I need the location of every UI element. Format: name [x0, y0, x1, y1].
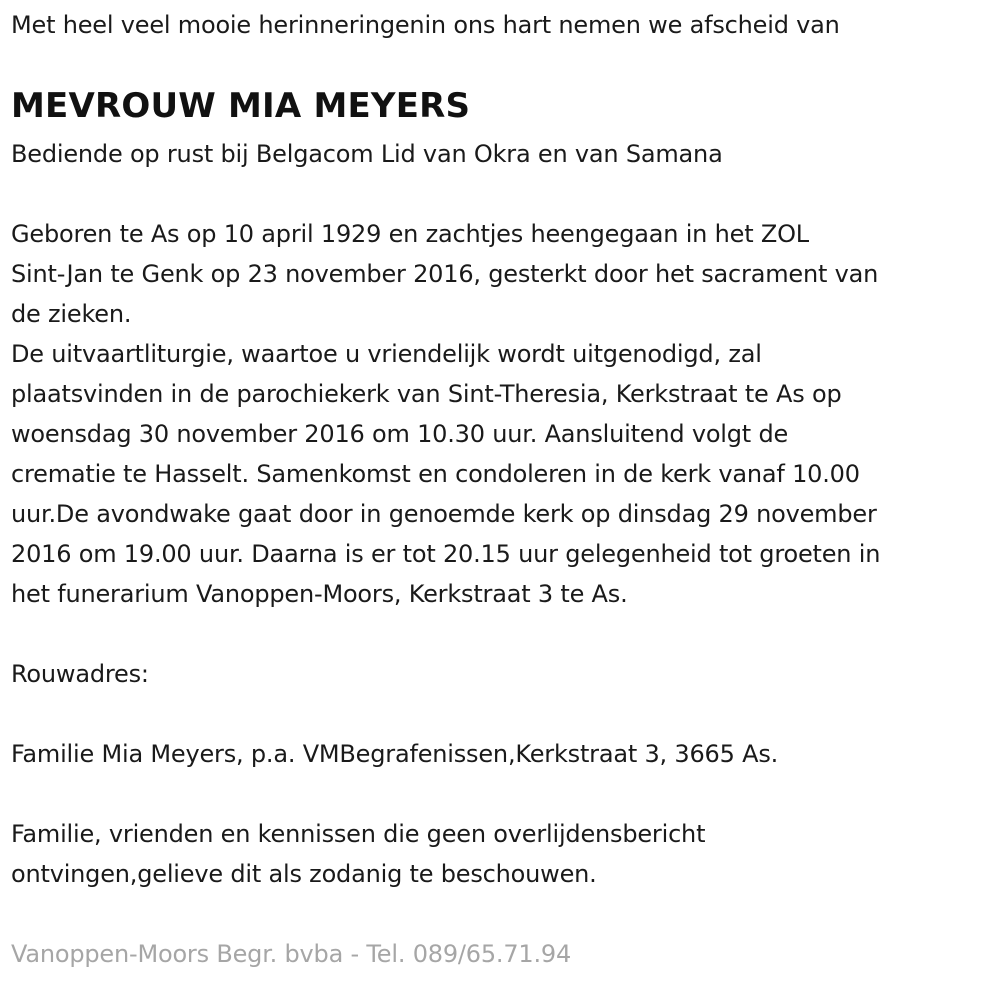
body-line: het funerarium Vanoppen-Moors, Kerkstraat 3 te As. [11, 580, 628, 608]
mourning-address: Familie Mia Meyers, p.a. VMBegrafenissen,Kerkstraat 3, 3665 As. [11, 740, 779, 768]
body-line: woensdag 30 november 2016 om 10.30 uur. Aansluitend volgt de [11, 420, 789, 448]
body-line: crematie te Hasselt. Samenkomst en condoleren in de kerk vanaf 10.00 [11, 460, 860, 488]
mourning-address-label: Rouwadres: [11, 660, 149, 688]
body-paragraph [11, 214, 880, 614]
body-line: De uitvaartliturgie, waartoe u vriendelijk wordt uitgenodigd, zal [11, 340, 762, 368]
body-line: uur.De avondwake gaat door in genoemde kerk op dinsdag 29 november [11, 500, 877, 528]
body-line: Sint-Jan te Genk op 23 november 2016, gesterkt door het sacrament van [11, 260, 879, 288]
funeral-home-footer: Vanoppen-Moors Begr. bvba - Tel. 089/65.71.94 [11, 940, 572, 968]
deceased-name: MEVROUW MIA MEYERS [11, 86, 471, 126]
note-line: Familie, vrienden en kennissen die geen overlijdensbericht [11, 820, 706, 848]
body-line: de zieken. [11, 300, 132, 328]
body-line: plaatsvinden in de parochiekerk van Sint-Theresia, Kerkstraat te As op [11, 380, 842, 408]
note-line: ontvingen,gelieve dit als zodanig te beschouwen. [11, 860, 597, 888]
notice-note [11, 814, 705, 894]
body-line: Geboren te As op 10 april 1929 en zachtjes heengegaan in het ZOL [11, 220, 809, 248]
body-line: 2016 om 19.00 uur. Daarna is er tot 20.15 uur gelegenheid tot groeten in [11, 540, 881, 568]
intro-text: Met heel veel mooie herinneringenin ons hart nemen we afscheid van [11, 11, 840, 39]
occupation-subtitle: Bediende op rust bij Belgacom Lid van Okra en van Samana [11, 140, 723, 168]
